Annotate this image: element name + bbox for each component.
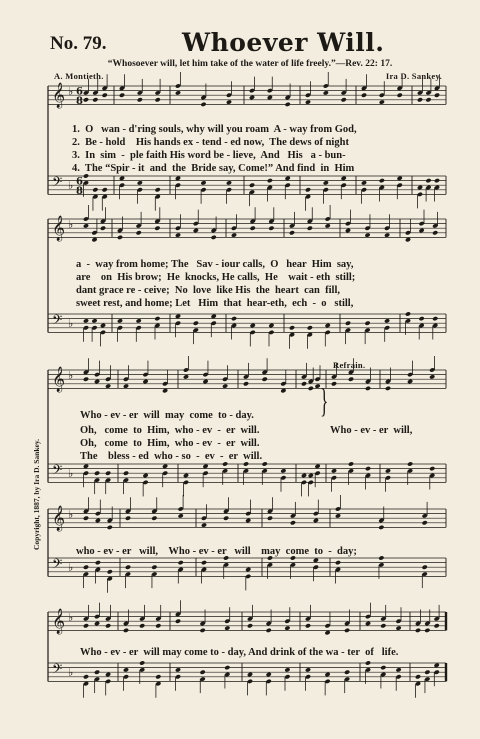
note-head [245, 518, 251, 523]
note-head [175, 314, 181, 319]
note-head [344, 628, 350, 633]
note-head [211, 235, 217, 240]
note-head [250, 323, 256, 328]
note-head [151, 516, 157, 521]
note-head [289, 230, 295, 235]
note-head [434, 178, 440, 183]
note-head [231, 232, 237, 237]
note-head [405, 311, 411, 316]
note-head [397, 93, 403, 98]
note-head [83, 318, 89, 323]
note-head [331, 468, 337, 473]
time-signature-bottom: 8 [76, 96, 83, 107]
note-head [331, 381, 337, 386]
note-head [175, 667, 181, 672]
note-head [429, 374, 435, 379]
note-head [243, 381, 249, 386]
note-head [119, 93, 125, 98]
note-head [202, 464, 208, 469]
note-head [267, 95, 273, 100]
note-head [175, 232, 181, 237]
flat-icon: ♭ [68, 467, 74, 480]
note-head [290, 520, 296, 525]
refrain-label: Refrain. [333, 360, 366, 370]
verse-line-2: are on His brow; He knocks, He calls, He wait - eth still; [76, 272, 356, 283]
note-head [183, 473, 189, 478]
note-head [136, 318, 142, 323]
note-head [83, 464, 89, 469]
note-head [105, 383, 111, 388]
note-head [280, 468, 286, 473]
note-head [397, 176, 403, 181]
note-head [154, 316, 160, 321]
note-head [324, 630, 330, 635]
note-head [415, 674, 421, 679]
note-head [365, 386, 371, 391]
treble-clef-icon: 𝄞 [52, 609, 66, 634]
note-head [379, 178, 385, 183]
note-head [365, 621, 371, 626]
note-head [178, 560, 184, 565]
treble-clef-icon: 𝄞 [52, 83, 66, 108]
note-head [305, 623, 311, 628]
note-head [422, 565, 428, 570]
treble-clef-icon: 𝄞 [52, 367, 66, 392]
note-head [250, 226, 256, 231]
note-head [155, 97, 161, 102]
bass-clef-icon: 𝄢 [52, 661, 63, 680]
flat-icon: ♭ [68, 179, 74, 192]
note-head [429, 466, 435, 471]
note-head [224, 665, 230, 670]
time-signature-top: 6 [76, 176, 83, 188]
note-head [211, 314, 217, 319]
note-head [335, 560, 341, 565]
note-head [193, 228, 199, 233]
note-head [285, 176, 291, 181]
note-head [175, 176, 181, 181]
note-head [136, 230, 142, 235]
note-head [200, 180, 206, 185]
note-head [247, 672, 253, 677]
note-head [151, 565, 157, 570]
note-head [139, 660, 145, 665]
flat-icon: ♭ [68, 611, 74, 624]
note-head [425, 97, 431, 102]
note-head [223, 516, 229, 521]
note-head [249, 183, 255, 188]
verse-line-1: 1. O wan - d'ring souls, why will you roam A - way from God, [72, 124, 357, 135]
flat-icon: ♭ [68, 666, 74, 679]
note-head [117, 235, 123, 240]
verse-line-3: Oh, come to Him, who - ev - er will. [80, 438, 260, 449]
note-head [284, 625, 290, 630]
note-head [123, 471, 129, 476]
note-head [405, 237, 411, 242]
note-head [200, 102, 206, 107]
note-head [324, 672, 330, 677]
note-head [313, 518, 319, 523]
note-head [123, 383, 129, 388]
flat-icon: ♭ [68, 85, 74, 98]
author-credit: Ira D. Sankey. [385, 71, 442, 81]
note-head [345, 321, 351, 326]
note-head [307, 226, 313, 231]
verse-line-3: dant grace re - ceive; No love like His the heart can fill, [76, 285, 340, 296]
note-head [249, 95, 255, 100]
note-head [432, 316, 438, 321]
note-head [361, 93, 367, 98]
note-head [308, 386, 314, 391]
note-head [266, 628, 272, 633]
note-head [83, 674, 89, 679]
note-head [313, 558, 319, 563]
refrain-line: who - ev - er will, Who - ev - er will may come to - day; [76, 546, 357, 557]
refrain-response: Who - ev - er will, [330, 425, 413, 436]
note-head [419, 228, 425, 233]
note-head [379, 99, 385, 104]
note-head [178, 513, 184, 518]
flat-icon: ♭ [68, 317, 74, 330]
note-head [285, 102, 291, 107]
note-head [105, 672, 111, 677]
lyric-brace: } [320, 383, 329, 420]
note-head [341, 97, 347, 102]
note-head [341, 176, 347, 181]
note-head [183, 374, 189, 379]
note-head [155, 623, 161, 628]
note-head [91, 237, 97, 242]
treble-clef-icon: 𝄞 [52, 506, 66, 531]
note-head [325, 223, 331, 228]
note-head [175, 90, 181, 95]
note-head [83, 623, 89, 628]
note-head [142, 379, 148, 384]
note-head [231, 316, 237, 321]
hymn-title: Whoever Will. [182, 28, 385, 57]
note-head [348, 377, 354, 382]
note-head [424, 628, 430, 633]
scripture-epigraph: “Whosoever will, let him take of the water of life freely.”—Rev. 22: 17. [107, 59, 393, 69]
refrain-line: Who - ev - er will may come to - day, And drink of the wa - ter of life. [80, 647, 399, 658]
verse-line-3: 3. In sim - ple faith His word be - lieve, And His a - bun- [72, 150, 346, 161]
note-head [301, 473, 307, 478]
note-head [380, 623, 386, 628]
note-head [417, 97, 423, 102]
note-head [200, 628, 206, 633]
note-head [361, 180, 367, 185]
note-head [92, 97, 98, 102]
verse-line-4: 4. The “Spir - it and the Bride say, Come!” And find in Him [72, 163, 355, 174]
note-head [384, 232, 390, 237]
note-head [364, 232, 370, 237]
note-head [417, 185, 423, 190]
composer-credit: A. Montieth. [54, 71, 104, 81]
note-head [323, 180, 329, 185]
note-head [102, 93, 108, 98]
note-head [94, 621, 100, 626]
note-head [83, 565, 89, 570]
note-head [155, 674, 161, 679]
note-head [364, 321, 370, 326]
note-head [305, 187, 311, 192]
note-head [107, 569, 113, 574]
note-head [142, 473, 148, 478]
note-head [434, 623, 440, 628]
note-head [345, 228, 351, 233]
note-head [384, 318, 390, 323]
copyright-notice: Copyright, 1887, by Ira D. Sankey. [32, 438, 41, 550]
note-head [123, 628, 129, 633]
note-head [365, 660, 371, 665]
note-head [83, 223, 89, 228]
note-head [100, 226, 106, 231]
note-head [102, 187, 108, 192]
note-head [162, 388, 168, 393]
note-head [119, 176, 125, 181]
note-head [94, 471, 100, 476]
note-head [380, 665, 386, 670]
note-head [385, 468, 391, 473]
bass-clef-icon: 𝄢 [52, 312, 63, 331]
note-head [301, 381, 307, 386]
note-head [107, 525, 113, 530]
note-head [201, 560, 207, 565]
hymn-number: No. 79. [50, 33, 107, 54]
note-head [325, 323, 331, 328]
note-head [434, 93, 440, 98]
note-head [137, 180, 143, 185]
note-head [105, 623, 111, 628]
note-head [315, 464, 321, 469]
note-head [262, 377, 268, 382]
note-head [245, 567, 251, 572]
note-head [95, 560, 101, 565]
note-head [396, 625, 402, 630]
note-head [396, 667, 402, 672]
note-head [289, 325, 295, 330]
note-head [94, 670, 100, 675]
note-head [378, 525, 384, 530]
note-head [154, 226, 160, 231]
note-head [267, 178, 273, 183]
note-head [100, 323, 106, 328]
note-head [262, 461, 268, 466]
note-head [224, 625, 230, 630]
verse-line-2: 2. Be - hold His hands ex - tend - ed now, The dews of night [72, 137, 349, 148]
note-head [247, 623, 253, 628]
note-head [139, 623, 145, 628]
bass-clef-icon: 𝄢 [52, 174, 63, 193]
note-head [434, 663, 440, 668]
flat-icon: ♭ [68, 218, 74, 231]
time-signature-top: 6 [76, 86, 83, 98]
note-head [226, 180, 232, 185]
note-head [125, 565, 131, 570]
verse-line-1: Who - ev - er will may come to - day. [80, 410, 254, 421]
flat-icon: ♭ [68, 561, 74, 574]
note-head [117, 318, 123, 323]
bass-clef-icon: 𝄢 [52, 556, 63, 575]
flat-icon: ♭ [68, 369, 74, 382]
note-head [305, 99, 311, 104]
note-head [432, 230, 438, 235]
note-head [268, 226, 274, 231]
treble-clef-icon: 𝄞 [52, 216, 66, 241]
note-head [407, 379, 413, 384]
note-head [307, 325, 313, 330]
note-head [419, 316, 425, 321]
note-head [83, 516, 89, 521]
note-head [193, 321, 199, 326]
note-head [266, 672, 272, 677]
note-head [323, 90, 329, 95]
flat-icon: ♭ [68, 508, 74, 521]
note-head [201, 522, 207, 527]
note-head [268, 323, 274, 328]
note-head [305, 667, 311, 672]
note-head [83, 97, 89, 102]
note-head [95, 518, 101, 523]
note-head [425, 178, 431, 183]
note-head [385, 386, 391, 391]
note-head [202, 379, 208, 384]
note-head [222, 383, 228, 388]
note-head [344, 670, 350, 675]
note-head [105, 471, 111, 476]
note-head [280, 388, 286, 393]
note-head [226, 99, 232, 104]
verse-line-2: Oh, come to Him, who - ev - er will. [80, 425, 260, 436]
note-head [94, 379, 100, 384]
note-head [378, 555, 384, 560]
note-head [267, 516, 273, 521]
note-head [335, 513, 341, 518]
note-head [123, 667, 129, 672]
note-head [162, 464, 168, 469]
note-head [407, 461, 413, 466]
note-head [125, 516, 131, 521]
note-head [175, 619, 181, 624]
note-head [365, 466, 371, 471]
note-head [424, 670, 430, 675]
note-head [83, 377, 89, 382]
note-head [137, 97, 143, 102]
note-head [200, 670, 206, 675]
bass-clef-icon: 𝄢 [52, 462, 63, 481]
note-head [422, 520, 428, 525]
note-head [92, 187, 98, 192]
verse-line-1: a - way from home; The Sav - iour calls, O hear Him say, [76, 259, 354, 270]
note-head [284, 667, 290, 672]
time-signature-bottom: 8 [76, 186, 83, 197]
note-head [308, 473, 314, 478]
verse-line-4: The bless - ed who - so - ev - er will. [80, 451, 263, 462]
note-head [348, 461, 354, 466]
note-head [91, 318, 97, 323]
note-head [415, 628, 421, 633]
note-head [155, 187, 161, 192]
verse-line-4: sweet rest, and home; Let Him that hear-eth, ech - o still, [76, 298, 354, 309]
